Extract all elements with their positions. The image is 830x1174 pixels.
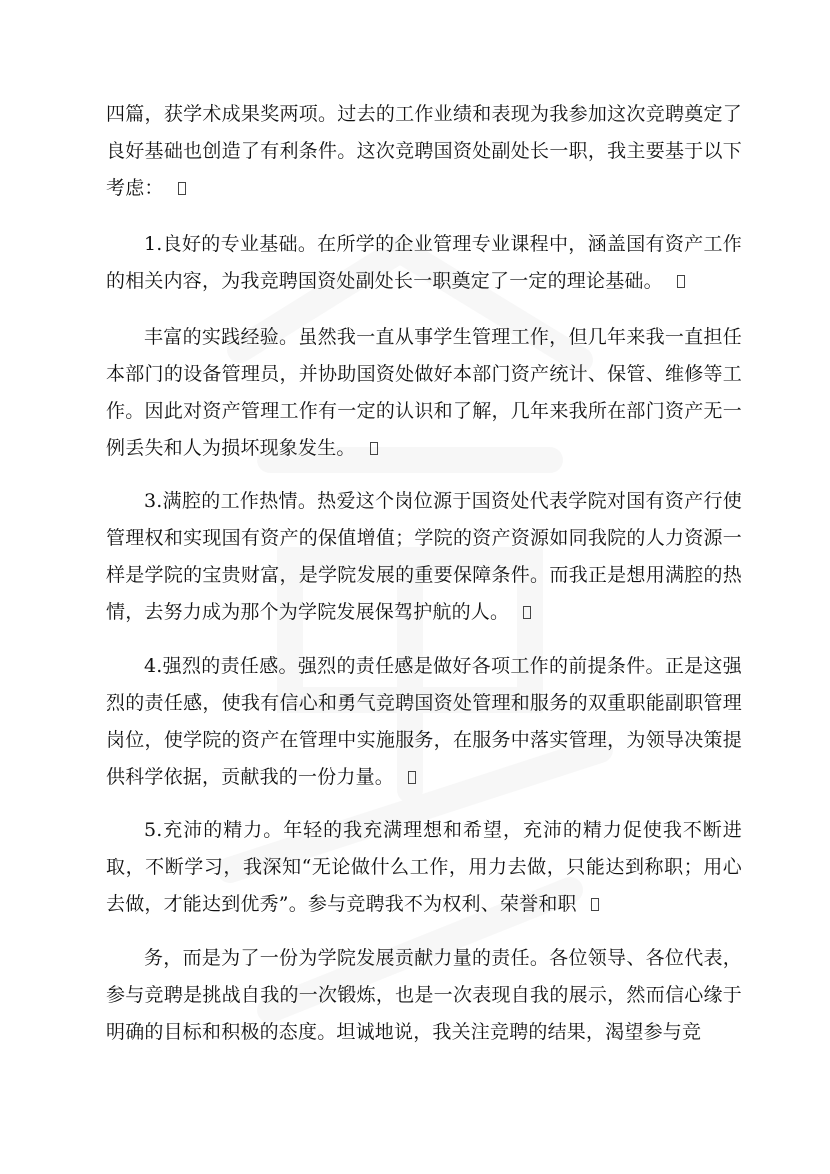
paragraph-mark-icon	[408, 771, 416, 784]
paragraph-4	[106, 483, 742, 631]
paragraph-1	[106, 96, 742, 207]
paragraph-7-text: 务，而是为了一份为学院发展贡献力量的责任。各位领导、各位代表，参与竞聘是挑战自我的一次锻炼，也是一次表现自我的展示，然而信心缘于明确的目标和积极的态度。坦诚地说，我关注竞聘的结果，渴望参与竞	[106, 947, 742, 1043]
paragraph-mark-icon	[677, 275, 685, 288]
paragraph-4-text: 3.满腔的工作热情。热爱这个岗位源于国资处代表学院对国有资产行使管理权和实现国有资产的保值增值；学院的资产资源如同我院的人力资源一样是学院的宝贵财富，是学院发展的重要保障条件。而我正是想用满腔的热情，去努力成为那个为学院发展保驾护航的人。	[106, 490, 742, 623]
paragraph-mark-icon	[591, 898, 599, 911]
paragraph-mark-icon	[178, 182, 186, 195]
paragraph-mark-icon	[523, 606, 531, 619]
paragraph-6-text: 5.充沛的精力。年轻的我充满理想和希望，充沛的精力促使我不断进取，不断学习，我深知“无论做什么工作，用力去做，只能达到称职；用心去做，才能达到优秀”。参与竞聘我不为权利、荣誉和职	[106, 819, 742, 915]
paragraph-6	[106, 812, 742, 923]
paragraph-5-text: 4.强烈的责任感。强烈的责任感是做好各项工作的前提条件。正是这强烈的责任感，使我有信心和勇气竞聘国资处管理和服务的双重职能副职管理岗位，使学院的资产在管理中实施服务，在服务中落实管理，为领导决策提供科学依据，贡献我的一份力量。	[106, 655, 742, 788]
paragraph-mark-icon	[370, 442, 378, 455]
paragraph-5	[106, 648, 742, 796]
paragraph-3	[106, 319, 742, 467]
paragraph-2-text: 1.良好的专业基础。在所学的企业管理专业课程中，涵盖国有资产工作的相关内容，为我竞聘国资处副处长一职奠定了一定的理论基础。	[106, 233, 742, 292]
paragraph-1-text: 四篇，获学术成果奖两项。过去的工作业绩和表现为我参加这次竞聘奠定了良好基础也创造了有利条件。这次竞聘国资处副处长一职，我主要基于以下考虑：	[106, 103, 742, 199]
paragraph-2	[106, 226, 742, 300]
paragraph-3-text: 丰富的实践经验。虽然我一直从事学生管理工作，但几年来我一直担任本部门的设备管理员，并协助国资处做好本部门资产统计、保管、维修等工作。因此对资产管理工作有一定的认识和了解，几年来我所在部门资产无一例丢失和人为损坏现象发生。	[106, 326, 742, 459]
paragraph-7	[106, 940, 742, 1051]
